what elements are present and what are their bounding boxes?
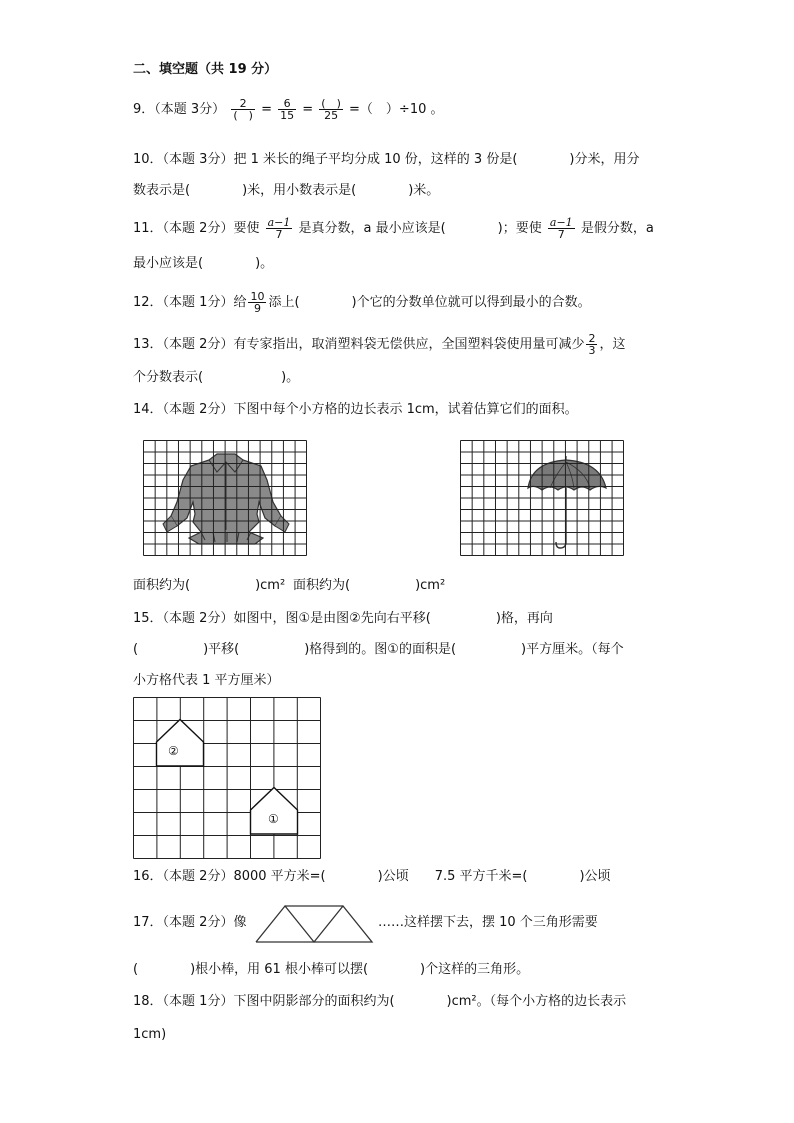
q12-tail[interactable]: 添上( )个它的分数单位就可以得到最小的合数。 (268, 295, 591, 310)
translation-grid-figure (133, 697, 321, 859)
q9-f2-num: 6 (278, 98, 296, 110)
q12-f-den: 9 (253, 302, 261, 315)
q9-tail[interactable]: =（ ）÷10 。 (349, 102, 444, 117)
q9-fraction-1 (231, 98, 255, 121)
q12-prefix: 12．（本题 1分）给 (133, 295, 247, 310)
q14-answer-2[interactable] (293, 578, 445, 594)
q11-fraction-1 (266, 217, 293, 240)
umbrella-grid-figure (460, 440, 624, 556)
q9-f2-den: 15 (280, 109, 295, 122)
q11-f2-num: a−1 (549, 216, 573, 229)
question-15-line2[interactable]: ( )平移( )格得到的。图①的面积是( )平方厘米。（每个 (133, 642, 624, 657)
question-14: 14．（本题 2分）下图中每个小方格的边长表示 1cm，试着估算它们的面积。 (133, 402, 578, 417)
q11-tail: 是假分数，a (580, 221, 654, 236)
question-12 (133, 291, 591, 314)
question-11-line2[interactable]: 最小应该是( )。 (133, 256, 274, 271)
question-16[interactable]: 16．（本题 2分）8000 平方米=( )公顷 7.5 平方千米=( )公顷 (133, 869, 611, 884)
q9-eq2: = (302, 102, 314, 117)
question-13-line1 (133, 333, 625, 356)
question-15-line3: 小方格代表 1 平方厘米） (133, 673, 280, 688)
q9-prefix: 9．（本题 3分） (133, 102, 226, 117)
q11-f-den: 7 (275, 228, 283, 241)
q14-ans2-label: 面积约为( )cm² (293, 578, 446, 593)
q13-f-den: 3 (588, 344, 596, 357)
question-9 (133, 98, 444, 121)
question-13-line2[interactable]: 个分数表示( )。 (133, 370, 300, 385)
q12-fraction (248, 291, 266, 314)
question-18-line1[interactable]: 18．（本题 1分）下图中阴影部分的面积约为( )cm²。（每个小方格的边长表示 (133, 994, 627, 1009)
q13-tail: ，这 (599, 337, 626, 352)
q17-tail: ……这样摆下去，摆 10 个三角形需要 (378, 915, 598, 930)
house-label-2: ② (168, 744, 179, 758)
q11-prefix: 11．（本题 2分）要使 (133, 221, 260, 236)
house-label-1: ① (268, 812, 279, 826)
q13-fraction (586, 333, 597, 356)
q13-f-num: 2 (588, 332, 596, 345)
house-figure-2 (157, 720, 204, 767)
question-11-line1 (133, 217, 654, 240)
q9-f1-num: 2 (231, 98, 255, 110)
q11-mid[interactable]: 是真分数，a 最小应该是( )；要使 (298, 221, 542, 236)
question-17-line2[interactable]: ( )根小棒，用 61 根小棒可以摆( )个这样的三角形。 (133, 962, 530, 977)
q11-f-num: a−1 (267, 216, 291, 229)
q9-f1-den[interactable]: ( ) (233, 109, 253, 122)
q12-f-num: 10 (250, 290, 265, 303)
q14-answer-1[interactable] (133, 578, 285, 594)
q11-fraction-2 (548, 217, 575, 240)
q17-prefix: 17．（本题 2分）像 (133, 915, 247, 930)
house-figure-1 (251, 788, 298, 835)
question-10-line1[interactable]: 10．（本题 3分）把 1 米长的绳子平均分成 10 份，这样的 3 份是( )分米，用分 (133, 152, 640, 167)
q13-prefix: 13．（本题 2分）有专家指出，取消塑料袋无偿供应，全国塑料袋使用量可减少 (133, 337, 585, 352)
q9-f3-num[interactable]: ( ) (321, 97, 341, 110)
triangle-sticks-figure (254, 904, 376, 944)
q14-ans1-label: 面积约为( )cm² (133, 578, 286, 593)
section-title: 二、填空题（共 19 分） (133, 62, 278, 77)
question-10-line2[interactable]: 数表示是( )米，用小数表示是( )米。 (133, 183, 440, 198)
question-18-line2: 1cm) (133, 1027, 167, 1042)
q9-eq1: = (261, 102, 272, 117)
q9-fraction-3 (319, 98, 343, 121)
jacket-illustration (163, 454, 289, 544)
q9-fraction-2 (278, 98, 296, 121)
umbrella-illustration (528, 456, 606, 548)
q9-f3-den: 25 (324, 109, 339, 122)
question-15-line1[interactable]: 15．（本题 2分）如图中，图①是由图②先向右平移( )格，再向 (133, 611, 553, 626)
q11-f2-den: 7 (557, 228, 565, 241)
jacket-grid-figure (143, 440, 307, 556)
